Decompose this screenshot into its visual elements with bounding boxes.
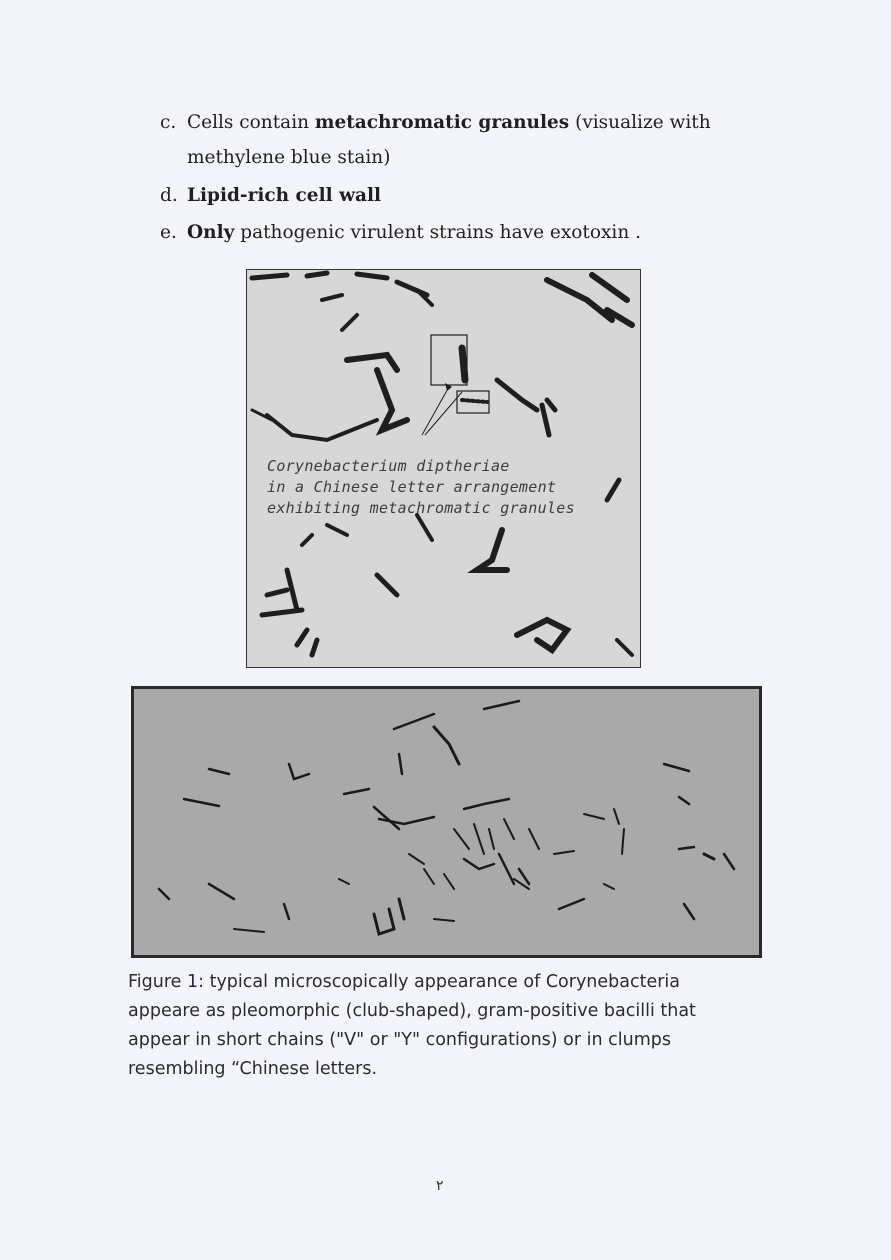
list-text: pathogenic virulent strains have exotoxin . [234,222,642,243]
list-bold-text: Only [187,222,235,243]
list-text: Cells contain [187,112,315,133]
figure-caption-line: appear in short chains ("V" or "Y" configurations) or in clumps [128,1030,672,1050]
figure-caption-line: resembling “Chinese letters. [128,1059,378,1079]
micrograph-chinese-letters [246,269,641,668]
list-item-e [160,222,641,243]
page-number: ٢ [436,1178,444,1194]
figure-caption [128,968,748,1084]
list-text: (visualize with [569,112,711,133]
list-item-c [160,112,711,133]
list-item-c-continuation: methylene blue stain) [187,147,391,168]
micrograph-caption-line: exhibiting metachromatic granules [267,499,575,517]
figure-caption-line: Figure 1: typical microscopically appearance of Corynebacteria [128,972,681,992]
list-bold-text: metachromatic granules [314,112,570,133]
micrograph-caption-line: Corynebacterium diptheriae [267,457,510,475]
list-marker: c. [160,112,177,133]
micrograph-caption-line: in a Chinese letter arrangement [267,478,557,496]
list-marker: d. [160,185,178,206]
list-item-d [160,185,381,206]
micrograph-drawing-2 [134,689,759,955]
micrograph-caption [267,456,627,519]
list-marker: e. [160,222,177,243]
figure-caption-line: appeare as pleomorphic (club-shaped), gram-positive bacilli that [128,1001,696,1021]
micrograph-gram-stain [131,686,762,958]
list-bold-text: Lipid-rich cell wall [187,185,382,206]
